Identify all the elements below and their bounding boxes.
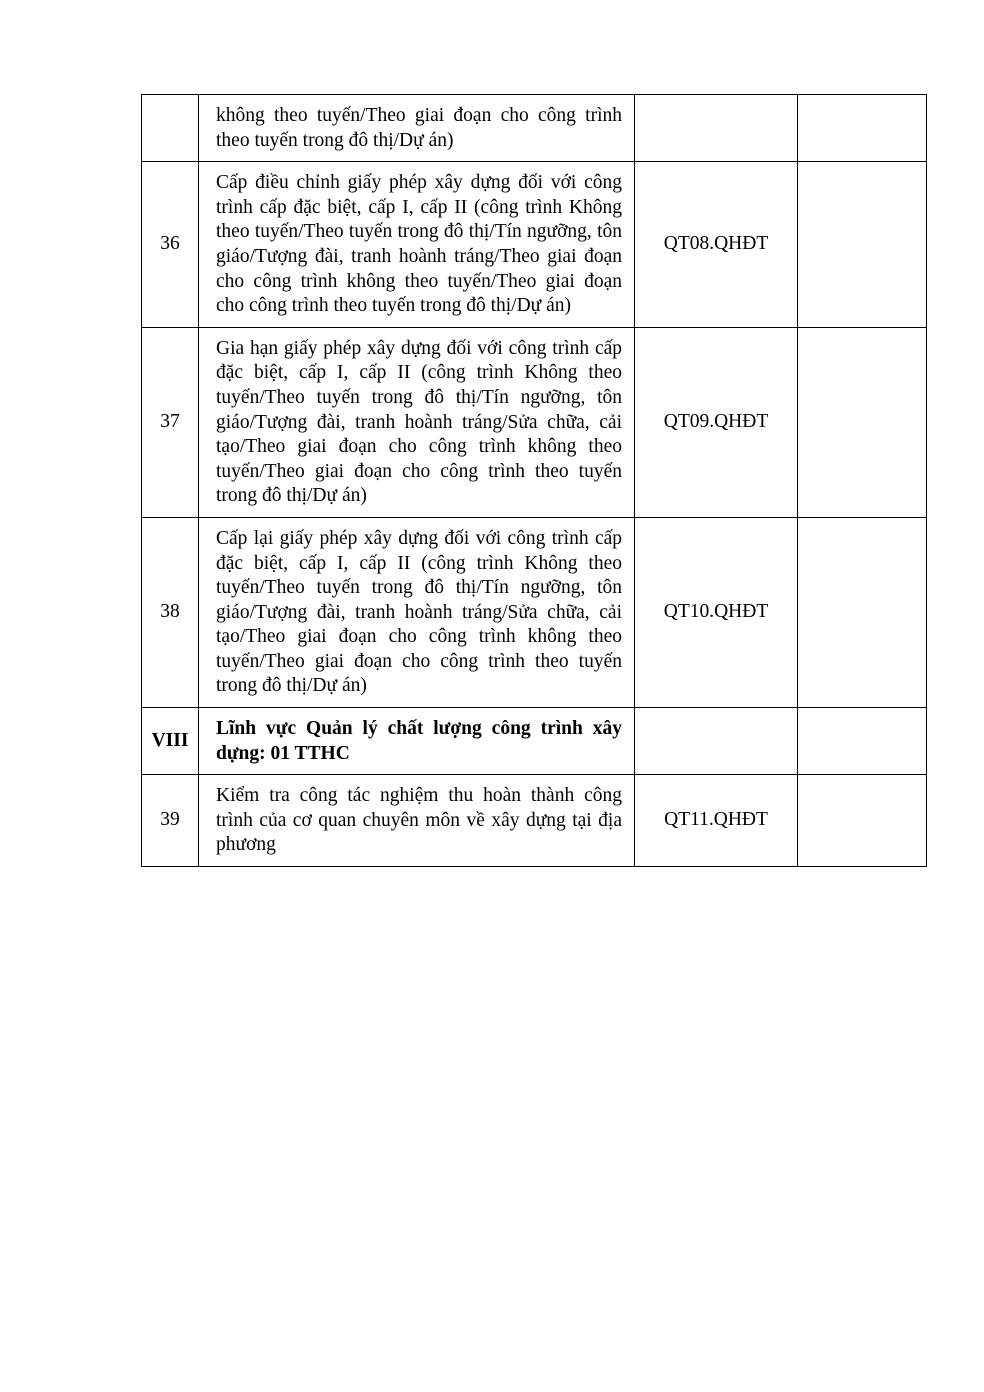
procedure-note xyxy=(798,775,927,867)
procedure-name: Gia hạn giấy phép xây dựng đối với công trình cấp đặc biệt, cấp I, cấp II (công trình Không theo tuyến/Theo tuyến trong đô thị/Tín ngưỡng, tôn giáo/Tượng đài, tranh hoành tráng/Sửa chữa, cải tạo/Theo giai đoạn cho công trình không theo tuyến/Theo giai đoạn cho công trình theo tuyến trong đô thị/Dự án) xyxy=(199,327,635,517)
procedure-code: QT10.QHĐT xyxy=(635,517,798,707)
procedure-note xyxy=(798,95,927,162)
procedure-note xyxy=(798,708,927,775)
table-row xyxy=(142,162,927,328)
row-number xyxy=(142,95,199,162)
procedure-name: Kiểm tra công tác nghiệm thu hoàn thành công trình của cơ quan chuyên môn về xây dựng tại địa phương xyxy=(199,775,635,867)
table-row xyxy=(142,517,927,707)
procedure-note xyxy=(798,327,927,517)
section-title: Lĩnh vực Quản lý chất lượng công trình xây dựng: 01 TTHC xyxy=(199,708,635,775)
procedure-code: QT08.QHĐT xyxy=(635,162,798,328)
procedure-code: QT11.QHĐT xyxy=(635,775,798,867)
section-number: VIII xyxy=(142,708,199,775)
procedure-code: QT09.QHĐT xyxy=(635,327,798,517)
row-number: 39 xyxy=(142,775,199,867)
table-row xyxy=(142,327,927,517)
row-number: 38 xyxy=(142,517,199,707)
procedure-code xyxy=(635,95,798,162)
procedure-name: không theo tuyến/Theo giai đoạn cho công trình theo tuyến trong đô thị/Dự án) xyxy=(199,95,635,162)
row-number: 37 xyxy=(142,327,199,517)
table-row xyxy=(142,95,927,162)
procedure-table xyxy=(141,94,927,867)
row-number: 36 xyxy=(142,162,199,328)
table-row xyxy=(142,775,927,867)
procedure-note xyxy=(798,162,927,328)
section-header-row xyxy=(142,708,927,775)
procedure-note xyxy=(798,517,927,707)
procedure-name: Cấp điều chỉnh giấy phép xây dựng đối với công trình cấp đặc biệt, cấp I, cấp II (công trình Không theo tuyến/Theo tuyến trong đô thị/Tín ngưỡng, tôn giáo/Tượng đài, tranh hoành tráng/Theo giai đoạn cho công trình không theo tuyến/Theo giai đoạn cho công trình theo tuyến trong đô thị/Dự án) xyxy=(199,162,635,328)
procedure-name: Cấp lại giấy phép xây dựng đối với công trình cấp đặc biệt, cấp I, cấp II (công trình Không theo tuyến/Theo tuyến trong đô thị/Tín ngưỡng, tôn giáo/Tượng đài, tranh hoành tráng/Sửa chữa, cải tạo/Theo giai đoạn cho công trình không theo tuyến/Theo giai đoạn cho công trình theo tuyến trong đô thị/Dự án) xyxy=(199,517,635,707)
procedure-code xyxy=(635,708,798,775)
